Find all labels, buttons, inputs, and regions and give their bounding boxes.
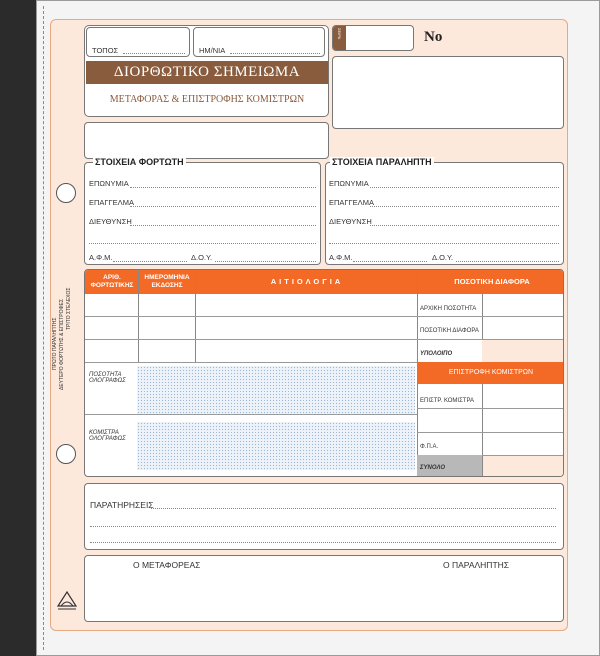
shipper-vat-label: Α.Φ.Μ.	[89, 253, 113, 262]
notes-line-2[interactable]	[90, 526, 556, 527]
col-header-number: ΑΡΙΘ. ΦΟΡΤΩΤΙΚΗΣ	[90, 274, 134, 289]
carrier-signature-label: Ο ΜΕΤΑΦΟΡΕΑΣ	[133, 560, 201, 570]
recipient-vat-line[interactable]	[353, 261, 427, 262]
fare-line-1	[417, 408, 564, 409]
date-label: ΗΜ/ΝΙΑ	[199, 46, 226, 55]
date-field[interactable]	[193, 27, 325, 57]
notes-line-1[interactable]	[151, 508, 556, 509]
perforation-line	[43, 6, 44, 650]
side-copy-label-1: ΠΡΩΤΟ ΠΑΡΑΛΗΠΤΗΣ	[52, 317, 58, 370]
returned-fare-label: ΕΠΙΣΤΡ. ΚΟΜΙΣΤΡΑ	[420, 398, 475, 404]
number-label: No	[424, 29, 443, 45]
shipper-profession-line[interactable]	[130, 206, 316, 207]
shipper-vat-line[interactable]	[113, 261, 187, 262]
shipper-address-label: ΔΙΕΥΘΥΝΣΗ	[89, 217, 132, 226]
shipper-name-line[interactable]	[130, 187, 316, 188]
notes-line-3[interactable]	[90, 542, 556, 543]
recipient-taxoffice-line[interactable]	[456, 261, 559, 262]
shipper-box	[84, 157, 321, 265]
col-header-reason: ΑΙΤΙΟΛΟΓΙΑ	[270, 277, 344, 286]
date-line	[230, 53, 320, 54]
row-line-4	[85, 414, 417, 415]
fare-return-title: ΕΠΙΣΤΡΟΦΗ ΚΟΜΙΣΤΡΩΝ	[448, 369, 534, 376]
place-field[interactable]	[86, 27, 190, 57]
document-title: ΔΙΟΡΘΩΤΙΚΟ ΣΗΜΕΙΩΜΑ	[86, 61, 328, 84]
recipient-profession-label: ΕΠΑΓΓΕΛΜΑ	[329, 198, 374, 207]
shipper-taxoffice-label: Δ.Ο.Υ.	[191, 253, 213, 262]
publisher-logo-icon	[55, 586, 79, 614]
remaining-label: ΥΠΟΛΟΙΠΟ	[420, 351, 453, 357]
recipient-profession-line[interactable]	[370, 206, 559, 207]
row-line-2	[85, 339, 417, 340]
series-tab-text: ΣΕΙΡΑ	[337, 28, 342, 40]
shipper-name-label: ΕΠΩΝΥΜΙΑ	[89, 179, 129, 188]
shipper-taxoffice-line[interactable]	[215, 261, 316, 262]
side-copy-label-3: ΤΡΙΤΟ ΣΤΕΛΕΧΟΣ	[66, 287, 72, 330]
place-label: ΤΟΠΟΣ	[92, 46, 119, 55]
extra-info-box[interactable]	[84, 122, 329, 159]
shipper-extra-line[interactable]	[89, 243, 316, 244]
remaining-value-cell[interactable]	[482, 340, 564, 362]
recipient-title: ΣΤΟΙΧΕΙΑ ΠΑΡΑΛΗΠΤΗ	[332, 157, 432, 167]
fare-line-2	[417, 432, 564, 433]
punch-hole-bottom	[56, 444, 76, 464]
stamp-box	[332, 56, 564, 129]
recipient-extra-line[interactable]	[329, 243, 559, 244]
col-header-date: ΗΜΕΡΟΜΗΝΙΑ ΕΚΔΟΣΗΣ	[144, 274, 190, 289]
diff-line-1	[417, 316, 564, 317]
col-header-diff: ΠΟΣΟΤΙΚΗ ΔΙΑΦΟΡΑ	[454, 277, 530, 286]
main-table	[84, 269, 564, 477]
row-line-3	[85, 362, 417, 363]
shipper-title: ΣΤΟΙΧΕΙΑ ΦΟΡΤΩΤΗ	[95, 157, 184, 167]
shipper-profession-label: ΕΠΑΓΓΕΛΜΑ	[89, 198, 134, 207]
recipient-vat-label: Α.Φ.Μ.	[329, 253, 353, 262]
fare-words-label: ΚΟΜΙΣΤΡΑ ΟΛΟΓΡΑΦΩΣ	[89, 430, 126, 442]
punch-hole-top	[56, 183, 76, 203]
recipient-taxoffice-label: Δ.Ο.Υ.	[432, 253, 454, 262]
shipper-address-line[interactable]	[130, 225, 316, 226]
qty-words-field[interactable]	[137, 366, 415, 414]
recipient-name-label: ΕΠΩΝΥΜΙΑ	[329, 179, 369, 188]
notes-box[interactable]	[84, 483, 564, 550]
fare-words-field[interactable]	[137, 422, 415, 470]
initial-qty-label: ΑΡΧΙΚΗ ΠΟΣΟΤΗΤΑ	[420, 306, 477, 312]
qty-diff-label: ΠΟΣΟΤΙΚΗ ΔΙΑΦΟΡΑ	[420, 328, 479, 334]
recipient-name-line[interactable]	[370, 187, 559, 188]
recipient-address-label: ΔΙΕΥΘΥΝΣΗ	[329, 217, 372, 226]
recipient-address-line[interactable]	[370, 225, 559, 226]
total-value-cell[interactable]	[483, 456, 564, 477]
document-subtitle: ΜΕΤΑΦΟΡΑΣ & ΕΠΙΣΤΡΟΦΗΣ ΚΟΜΙΣΤΡΩΝ	[109, 94, 305, 105]
signature-box	[84, 555, 564, 622]
place-line	[123, 53, 185, 54]
side-copy-label-2: ΔΕΥΤΕΡΟ ΦΟΡΤΩΤΗΣ & ΕΠΙΣΤΡΟΦΕΣ	[59, 299, 65, 390]
recipient-box	[325, 157, 564, 265]
recipient-signature-label: Ο ΠΑΡΑΛΗΠΤΗΣ	[443, 560, 510, 570]
notes-label: ΠΑΡΑΤΗΡΗΣΕΙΣ	[90, 500, 154, 510]
qty-words-label: ΠΟΣΟΤΗΤΑ ΟΛΟΓΡΑΦΩΣ	[89, 372, 126, 384]
fare-vat-label: Φ.Π.Α.	[420, 444, 439, 450]
total-label: ΣΥΝΟΛΟ	[420, 465, 446, 471]
row-line-1	[85, 316, 417, 317]
binding-spine	[0, 0, 36, 656]
